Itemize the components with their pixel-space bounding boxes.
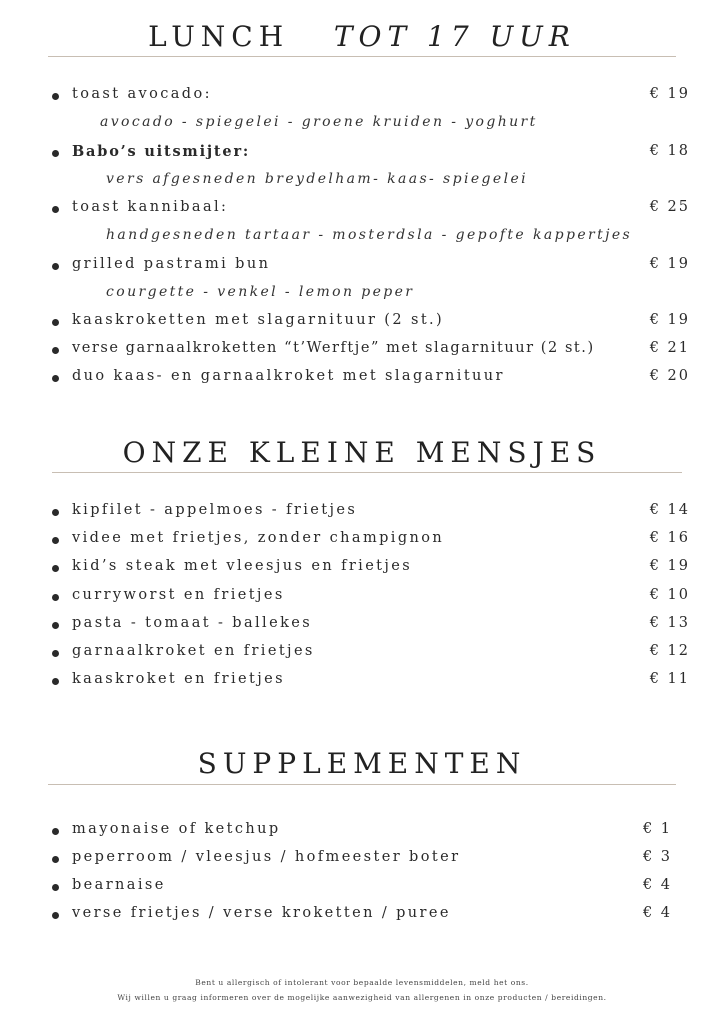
- menu-item: [52, 671, 690, 693]
- bullet-icon: [52, 509, 59, 516]
- item-name: kaaskroketten met slagarnituur (2 st.): [72, 312, 445, 328]
- item-name: kid’s steak met vleesjus en frietjes: [72, 558, 413, 574]
- bullet-icon: [52, 347, 59, 354]
- bullet-icon: [52, 93, 59, 100]
- item-price: € 19: [649, 312, 690, 328]
- kids-title: ONZE KLEINE MENSJES: [122, 436, 602, 469]
- item-price: € 16: [649, 530, 690, 546]
- bullet-icon: [52, 856, 59, 863]
- allergen-info-note: Wij willen u graag informeren over de mogelijke aanwezigheid van allergenen in onze producten / bereidingen.: [117, 993, 607, 1002]
- item-name: pasta - tomaat - ballekes: [72, 615, 313, 631]
- kids-divider: [52, 472, 682, 473]
- item-name: verse frietjes / verse kroketten / puree: [72, 905, 451, 921]
- item-name: garnaalkroket en frietjes: [72, 643, 315, 659]
- menu-item: [52, 905, 672, 927]
- item-price: € 19: [649, 558, 690, 574]
- lunch-title: [0, 20, 724, 53]
- bullet-icon: [52, 622, 59, 629]
- menu-item: [52, 643, 690, 665]
- item-price: € 12: [649, 643, 690, 659]
- menu-item: [52, 849, 672, 871]
- item-price: € 18: [649, 143, 690, 159]
- bullet-icon: [52, 319, 59, 326]
- menu-item: [52, 530, 690, 552]
- lunch-title-sub: TOT 17 UUR: [333, 20, 576, 53]
- item-name: toast avocado:: [72, 86, 212, 102]
- item-price: € 25: [649, 199, 690, 215]
- item-name: curryworst en frietjes: [72, 587, 285, 603]
- item-price: € 4: [642, 877, 672, 893]
- item-price: € 14: [649, 502, 690, 518]
- menu-item: [52, 821, 672, 843]
- item-description: handgesneden tartaar - mosterdsla - gepofte kappertjes: [106, 227, 633, 243]
- item-name: kipfilet - appelmoes - frietjes: [72, 502, 358, 518]
- bullet-icon: [52, 594, 59, 601]
- menu-item: [52, 877, 672, 899]
- item-name: grilled pastrami bun: [72, 256, 271, 272]
- item-price: € 21: [649, 340, 690, 356]
- bullet-icon: [52, 150, 59, 157]
- item-price: € 3: [642, 849, 672, 865]
- bullet-icon: [52, 206, 59, 213]
- bullet-icon: [52, 678, 59, 685]
- bullet-icon: [52, 884, 59, 891]
- bullet-icon: [52, 565, 59, 572]
- menu-item: [52, 502, 690, 524]
- item-price: € 4: [642, 905, 672, 921]
- supplements-divider: [48, 784, 676, 785]
- item-description: avocado - spiegelei - groene kruiden - yoghurt: [100, 114, 538, 130]
- allergy-note: Bent u allergisch of intolerant voor bepaalde levensmiddelen, meld het ons.: [195, 978, 529, 987]
- menu-item: [52, 615, 690, 637]
- bullet-icon: [52, 828, 59, 835]
- item-name: toast kannibaal:: [72, 199, 229, 215]
- menu-item: [52, 368, 690, 390]
- item-price: € 20: [649, 368, 690, 384]
- item-name: Babo’s uitsmijter:: [72, 143, 251, 160]
- menu-item: [52, 143, 690, 165]
- menu-item: [52, 199, 690, 221]
- menu-item: [52, 312, 690, 334]
- menu-item: [52, 587, 690, 609]
- item-price: € 10: [649, 587, 690, 603]
- item-price: € 19: [649, 256, 690, 272]
- menu-item: [52, 86, 690, 108]
- item-price: € 11: [649, 671, 690, 687]
- item-price: € 19: [649, 86, 690, 102]
- supplements-title: SUPPLEMENTEN: [197, 747, 527, 780]
- item-name: videe met frietjes, zonder champignon: [72, 530, 445, 546]
- menu-item: [52, 256, 690, 278]
- lunch-title-main: LUNCH: [148, 20, 290, 53]
- bullet-icon: [52, 263, 59, 270]
- lunch-divider: [48, 56, 676, 57]
- bullet-icon: [52, 650, 59, 657]
- item-name: mayonaise of ketchup: [72, 821, 281, 837]
- bullet-icon: [52, 537, 59, 544]
- bullet-icon: [52, 912, 59, 919]
- item-price: € 13: [649, 615, 690, 631]
- menu-item: [52, 558, 690, 580]
- item-name: bearnaise: [72, 877, 166, 893]
- item-price: € 1: [642, 821, 672, 837]
- item-description: courgette - venkel - lemon peper: [106, 284, 415, 300]
- menu-item: [52, 340, 690, 362]
- item-name: duo kaas- en garnaalkroket met slagarnituur: [72, 368, 505, 384]
- bullet-icon: [52, 375, 59, 382]
- item-name: verse garnaalkroketten “t’Werftje” met slagarnituur (2 st.): [72, 340, 595, 356]
- item-description: vers afgesneden breydelham- kaas- spiegelei: [106, 171, 529, 187]
- item-name: kaaskroket en frietjes: [72, 671, 285, 687]
- item-name: peperroom / vleesjus / hofmeester boter: [72, 849, 461, 865]
